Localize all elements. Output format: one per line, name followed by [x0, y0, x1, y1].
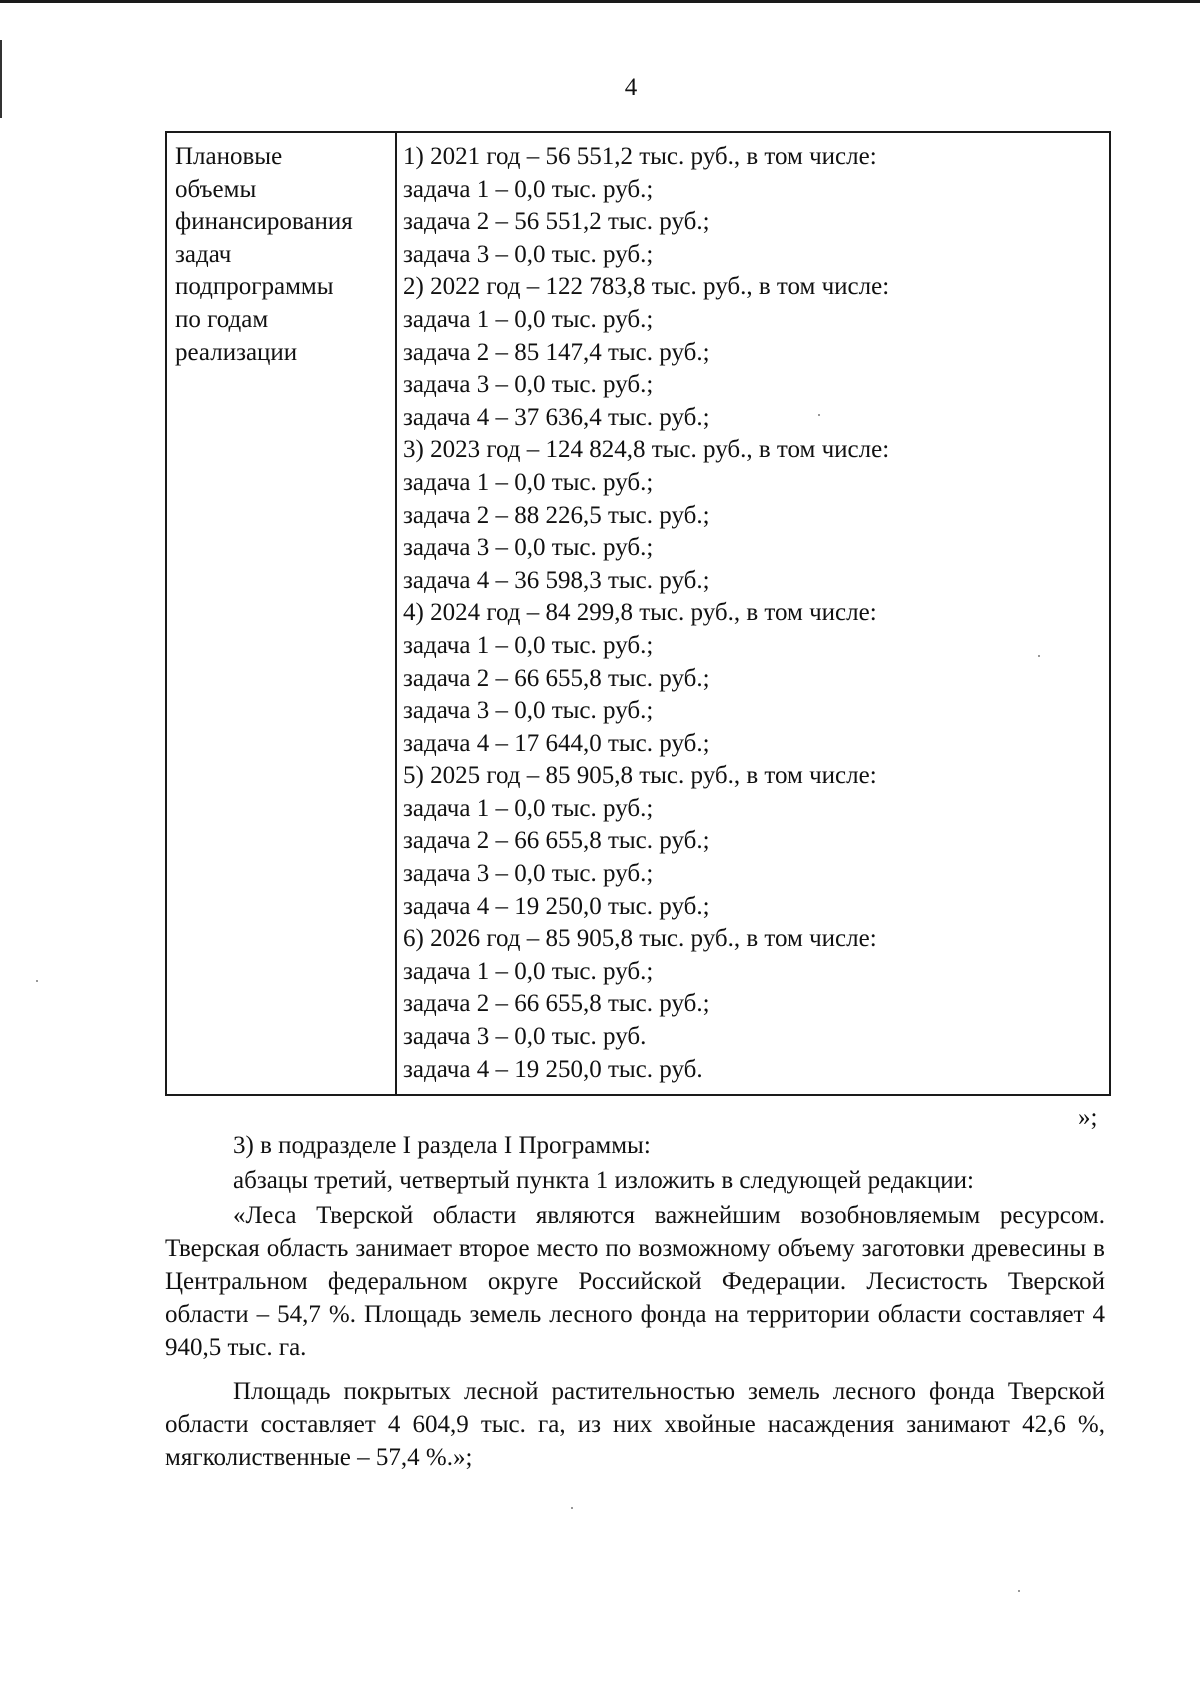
year-total-line: 2) 2022 год – 122 783,8 тыс. руб., в том числе:	[403, 273, 890, 301]
scan-top-edge	[0, 0, 1200, 3]
task-line: задача 1 – 0,0 тыс. руб.;	[403, 794, 654, 822]
scan-speck	[1018, 1590, 1020, 1592]
body-text	[165, 1129, 1105, 1474]
task-line: задача 1 – 0,0 тыс. руб.;	[403, 175, 654, 203]
year-total-line: 4) 2024 год – 84 299,8 тыс. руб., в том числе:	[403, 599, 877, 627]
task-line: задача 2 – 56 551,2 тыс. руб.;	[403, 208, 710, 236]
label-line: реализации	[175, 338, 298, 366]
task-line: задача 1 – 0,0 тыс. руб.;	[403, 468, 654, 496]
scan-speck	[1038, 655, 1040, 657]
scan-speck	[818, 414, 820, 416]
table-label-cell	[175, 141, 391, 369]
task-line: задача 2 – 66 655,8 тыс. руб.;	[403, 664, 710, 692]
task-line: задача 1 – 0,0 тыс. руб.;	[403, 957, 654, 985]
task-line: задача 4 – 19 250,0 тыс. руб.	[403, 1055, 703, 1083]
task-line: задача 2 – 66 655,8 тыс. руб.;	[403, 827, 710, 855]
year-total-line: 6) 2026 год – 85 905,8 тыс. руб., в том числе:	[403, 925, 877, 953]
paragraph: 3) в подразделе I раздела I Программы:	[233, 1132, 651, 1159]
task-line: задача 4 – 36 598,3 тыс. руб.;	[403, 566, 710, 594]
task-line: задача 3 – 0,0 тыс. руб.	[403, 1023, 647, 1051]
task-line: задача 3 – 0,0 тыс. руб.;	[403, 860, 654, 888]
paragraph: абзацы третий, четвертый пункта 1 изложить в следующей редакции:	[233, 1167, 974, 1194]
financing-table	[165, 131, 1111, 1096]
task-line: задача 3 – 0,0 тыс. руб.;	[403, 240, 654, 268]
task-line: задача 2 – 66 655,8 тыс. руб.;	[403, 990, 710, 1018]
paragraph: Площадь покрытых лесной растительностью земель лесного фонда Тверской области составляет 4 604,9 тыс. га, из них хвойные насаждения занимают 42,6 %, мягколиственные – 57,4 %.»;	[165, 1378, 1105, 1471]
task-line: задача 3 – 0,0 тыс. руб.;	[403, 371, 654, 399]
label-line: подпрограммы	[175, 273, 334, 301]
task-line: задача 2 – 88 226,5 тыс. руб.;	[403, 501, 710, 529]
year-total-line: 1) 2021 год – 56 551,2 тыс. руб., в том числе:	[403, 143, 877, 170]
task-line: задача 3 – 0,0 тыс. руб.;	[403, 534, 654, 562]
task-line: задача 1 – 0,0 тыс. руб.;	[403, 631, 654, 659]
closing-quote: »;	[1078, 1104, 1098, 1131]
label-line: по годам	[175, 305, 269, 333]
paragraph: «Леса Тверской области являются важнейшим возобновляемым ресурсом. Тверская область занимает второе место по возможному объему заготовки древесины в Центральном федеральном округе Российской Федерации. Лесистость Тверской области – 54,7 %. Площадь земель лесного фонда на территории области составляет 4 940,5 тыс. га.	[165, 1202, 1105, 1361]
table-value-cell	[403, 141, 1103, 1086]
page-number: 4	[624, 74, 638, 101]
label-line: задач	[175, 240, 232, 268]
task-line: задача 4 – 19 250,0 тыс. руб.;	[403, 892, 710, 920]
year-total-line: 5) 2025 год – 85 905,8 тыс. руб., в том числе:	[403, 762, 877, 790]
scan-speck	[36, 980, 38, 982]
label-line: объемы	[175, 175, 257, 203]
label-line: финансирования	[175, 208, 353, 236]
task-line: задача 4 – 17 644,0 тыс. руб.;	[403, 729, 710, 757]
task-line: задача 3 – 0,0 тыс. руб.;	[403, 697, 654, 725]
task-line: задача 1 – 0,0 тыс. руб.;	[403, 305, 654, 333]
scan-speck	[571, 1507, 573, 1509]
task-line: задача 2 – 85 147,4 тыс. руб.;	[403, 338, 710, 366]
table-column-divider	[395, 133, 397, 1094]
task-line: задача 4 – 37 636,4 тыс. руб.;	[403, 403, 710, 431]
year-total-line: 3) 2023 год – 124 824,8 тыс. руб., в том числе:	[403, 436, 890, 464]
label-line: Плановые	[175, 143, 283, 170]
